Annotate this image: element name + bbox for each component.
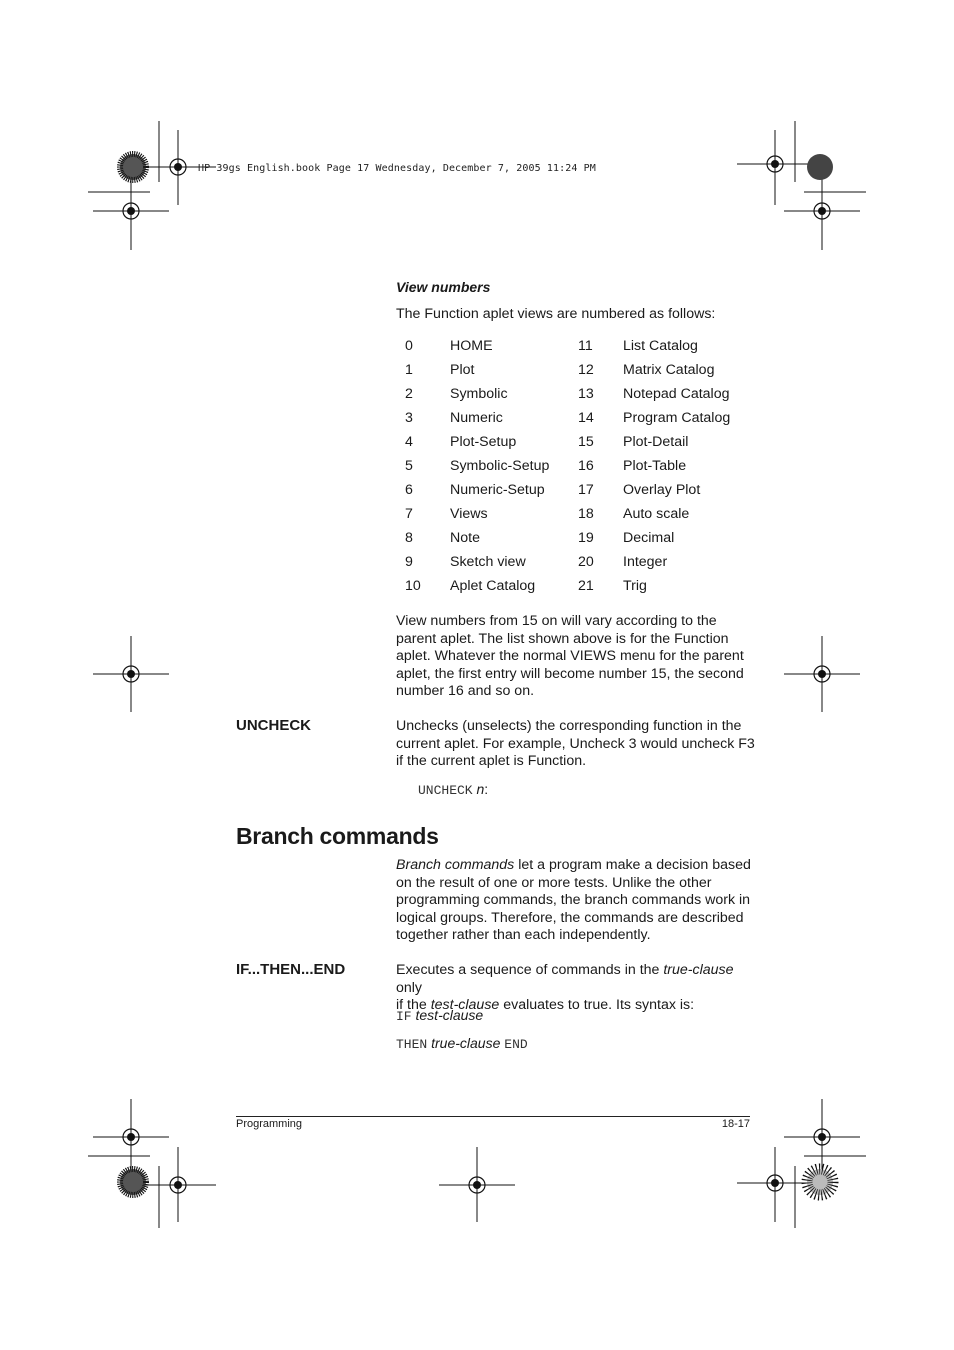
branch-intro-line: on the result of one or more tests. Unlike the other (396, 874, 712, 891)
view-number-row (405, 506, 763, 530)
syntax-command: IF (396, 1009, 412, 1024)
view-number-row (405, 530, 763, 554)
view-number-row (405, 362, 763, 386)
view-name: HOME (450, 338, 493, 354)
view-number: 18 (578, 506, 594, 522)
view-name: Trig (623, 578, 647, 594)
branch-intro-rest: let a program make a decision based (514, 857, 751, 873)
uncheck-description (396, 718, 756, 771)
branch-intro-line: together rather than each independently. (396, 927, 651, 944)
ifthen-text: only (396, 979, 423, 996)
uncheck-line: Unchecks (unselects) the corresponding function in the (396, 718, 742, 734)
syntax-argument: true-clause (431, 1035, 501, 1051)
syntax-terminator: : (484, 781, 489, 797)
view-name: Sketch view (450, 554, 526, 570)
view-number: 10 (405, 578, 421, 594)
view-name: Symbolic (450, 386, 508, 402)
footer-section-name: Programming (236, 1118, 303, 1130)
ifthen-text: evaluates to true. Its syntax is: (499, 997, 695, 1014)
note-line: View numbers from 15 on will vary according to the (396, 613, 717, 629)
syntax-argument: n (476, 781, 485, 797)
if-syntax-line (396, 1007, 483, 1024)
view-name: Decimal (623, 530, 675, 546)
view-number-row (405, 458, 763, 482)
view-name: List Catalog (623, 338, 698, 354)
branch-intro-line: programming commands, the branch commands work in (396, 892, 751, 909)
note-line: aplet. Whatever the normal VIEWS menu for the parent (396, 648, 744, 665)
footer-rule (236, 1116, 750, 1117)
view-name: Numeric-Setup (450, 482, 545, 498)
view-number: 6 (405, 482, 413, 498)
view-name: Symbolic-Setup (450, 458, 550, 474)
view-numbers-note (396, 613, 756, 701)
then-syntax-line (396, 1035, 528, 1052)
syntax-command: THEN (396, 1037, 428, 1052)
view-number-row (405, 410, 763, 434)
view-name: Views (450, 506, 488, 522)
view-number: 5 (405, 458, 413, 474)
view-numbers-table (405, 338, 763, 602)
ifthen-em: true-clause (663, 962, 734, 978)
if-then-end-term: IF...THEN...END (236, 961, 346, 978)
view-name: Auto scale (623, 506, 690, 522)
view-number: 12 (578, 362, 594, 378)
print-header: HP 39gs English.book Page 17 Wednesday, December 7, 2005 11:24 PM (198, 163, 596, 174)
branch-commands-heading: Branch commands (236, 823, 439, 849)
view-number: 15 (578, 434, 594, 450)
syntax-argument: test-clause (415, 1007, 484, 1023)
view-number-row (405, 482, 763, 506)
uncheck-line: current aplet. For example, Uncheck 3 would uncheck F3 (396, 735, 755, 752)
syntax-command: END (504, 1037, 528, 1052)
branch-intro-line: logical groups. Therefore, the commands are described (396, 909, 744, 926)
view-number: 21 (578, 578, 594, 594)
view-number-row (405, 434, 763, 458)
note-line: parent aplet. The list shown above is for the Function (396, 630, 729, 647)
view-name: Integer (623, 554, 668, 570)
uncheck-syntax (418, 781, 488, 798)
ifthen-em: test-clause (430, 997, 500, 1014)
view-numbers-intro: The Function aplet views are numbered as follows: (396, 306, 716, 322)
branch-intro-em: Branch commands (396, 857, 515, 873)
ifthen-text: if the (396, 997, 431, 1014)
syntax-command: UNCHECK (418, 783, 473, 798)
footer-page-number: 18-17 (721, 1118, 750, 1130)
view-name: Plot-Detail (623, 434, 689, 450)
view-name: Program Catalog (623, 410, 731, 426)
uncheck-line: if the current aplet is Function. (396, 753, 587, 770)
note-line: aplet, the first entry will become number 15, the second (396, 665, 744, 682)
view-number: 14 (578, 410, 594, 426)
view-number: 9 (405, 554, 413, 570)
view-number: 16 (578, 458, 594, 474)
note-line: number 16 and so on. (396, 683, 535, 700)
view-name: Overlay Plot (623, 482, 701, 498)
view-name: Aplet Catalog (450, 578, 536, 594)
uncheck-term: UNCHECK (236, 717, 311, 734)
view-number: 11 (578, 338, 593, 354)
view-number: 1 (405, 362, 413, 378)
view-number-row (405, 386, 763, 410)
ifthen-text: Executes a sequence of commands in the (396, 962, 664, 978)
view-number-row (405, 578, 763, 602)
branch-intro (396, 857, 756, 945)
view-name: Plot-Table (623, 458, 687, 474)
view-number-row (405, 554, 763, 578)
view-number: 13 (578, 386, 594, 402)
view-number: 4 (405, 434, 413, 450)
view-number: 17 (578, 482, 594, 498)
view-number: 0 (405, 338, 413, 354)
view-name: Plot-Setup (450, 434, 517, 450)
view-number: 7 (405, 506, 413, 522)
view-name: Note (450, 530, 480, 546)
view-number: 20 (578, 554, 594, 570)
view-name: Plot (450, 362, 475, 378)
view-number: 19 (578, 530, 594, 546)
view-name: Notepad Catalog (623, 386, 730, 402)
view-name: Matrix Catalog (623, 362, 715, 378)
view-number: 2 (405, 386, 413, 402)
view-number: 3 (405, 410, 413, 426)
view-number: 8 (405, 530, 413, 546)
view-number-row (405, 338, 763, 362)
view-numbers-heading: View numbers (396, 279, 491, 295)
view-name: Numeric (450, 410, 503, 426)
